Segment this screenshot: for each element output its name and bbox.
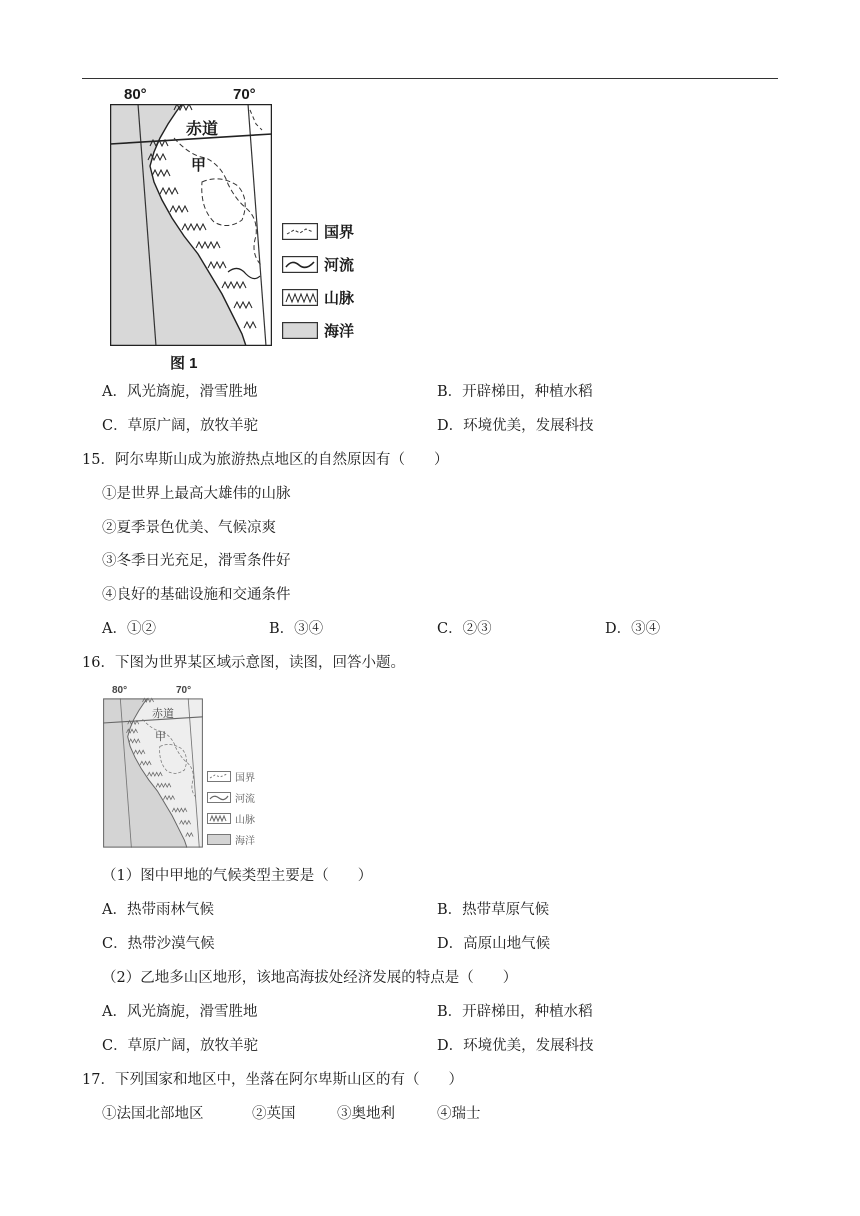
- q14-option-b: B．开辟梯田，种植水稻: [437, 384, 593, 400]
- q16-sub1-option-c: C．热带沙漠气候: [102, 936, 215, 952]
- q17-statement-4: ④瑞士: [437, 1106, 481, 1122]
- q16-sub2-stem: （2）乙地多山区地形，该地高海拔处经济发展的特点是（ ）: [102, 970, 518, 986]
- map1-legend-ocean: 海洋: [282, 320, 354, 341]
- map1-legend-mountain: 山脉: [282, 287, 354, 308]
- q16-sub1-option-a: A．热带雨林气候: [102, 902, 214, 918]
- q17-statement-2: ②英国: [252, 1106, 296, 1122]
- border-legend-icon: [207, 771, 231, 782]
- map2-lon-70: 70°: [176, 685, 192, 696]
- q15-statement-3: ③冬季日光充足，滑雪条件好: [102, 553, 291, 569]
- map2-legend-ocean: 海洋: [207, 832, 255, 847]
- q14-option-d: D．环境优美，发展科技: [437, 418, 594, 434]
- mountain-legend-icon: [282, 289, 318, 306]
- q17-statement-3: ③奥地利: [337, 1106, 395, 1122]
- q16-sub1-option-d: D．高原山地气候: [437, 936, 551, 952]
- map1-drawing: [110, 104, 272, 346]
- q16-sub2-option-b: B．开辟梯田，种植水稻: [437, 1004, 593, 1020]
- q16-sub1-option-b: B．热带草原气候: [437, 902, 550, 918]
- map1-lon-70: 70°: [233, 86, 256, 103]
- q14-option-a: A．风光旖旎，滑雪胜地: [102, 384, 258, 400]
- q16-sub2-option-d: D．环境优美，发展科技: [437, 1038, 594, 1054]
- q16-sub2-option-c: C．草原广阔，放牧羊驼: [102, 1038, 259, 1054]
- q17-statement-1: ①法国北部地区: [102, 1106, 204, 1122]
- map2-lon-80: 80°: [112, 685, 128, 696]
- river-legend-icon: [282, 256, 318, 273]
- border-legend-icon: [282, 223, 318, 240]
- q16-stem: 16．下图为世界某区域示意图，读图，回答小题。: [82, 655, 405, 671]
- q15-statement-4: ④良好的基础设施和交通条件: [102, 587, 291, 603]
- header-rule: [82, 78, 778, 79]
- map2-legend-mountain: 山脉: [207, 811, 255, 826]
- map2-equator-label: 赤道: [152, 707, 174, 720]
- q15-statement-1: ①是世界上最高大雄伟的山脉: [102, 486, 291, 502]
- q14-option-c: C．草原广阔，放牧羊驼: [102, 418, 259, 434]
- q15-option-c: C．②③: [437, 621, 492, 637]
- q17-stem: 17．下列国家和地区中，坐落在阿尔卑斯山区的有（ ）: [82, 1072, 463, 1088]
- map2-region-label: 甲: [155, 730, 166, 743]
- q15-statement-2: ②夏季景色优美、气候凉爽: [102, 520, 276, 536]
- map1-region-label: 甲: [191, 157, 207, 174]
- ocean-legend-icon: [207, 834, 231, 845]
- q15-option-b: B．③④: [269, 621, 324, 637]
- q15-option-d: D．③④: [605, 621, 661, 637]
- map1-caption: 图 1: [170, 355, 198, 372]
- map1-equator-label: 赤道: [186, 121, 219, 138]
- q16-sub2-option-a: A．风光旖旎，滑雪胜地: [102, 1004, 258, 1020]
- map2-legend-border: 国界: [207, 769, 255, 784]
- q16-sub1-stem: （1）图中甲地的气候类型主要是（ ）: [102, 868, 373, 884]
- ocean-legend-icon: [282, 322, 318, 339]
- map1-legend-border: 国界: [282, 221, 354, 242]
- q15-option-a: A．①②: [102, 621, 156, 637]
- q15-stem: 15．阿尔卑斯山成为旅游热点地区的自然原因有（ ）: [82, 452, 449, 468]
- river-legend-icon: [207, 792, 231, 803]
- map2-legend-river: 河流: [207, 790, 255, 805]
- map1-lon-80: 80°: [124, 86, 147, 103]
- mountain-legend-icon: [207, 813, 231, 824]
- map1-legend-river: 河流: [282, 254, 354, 275]
